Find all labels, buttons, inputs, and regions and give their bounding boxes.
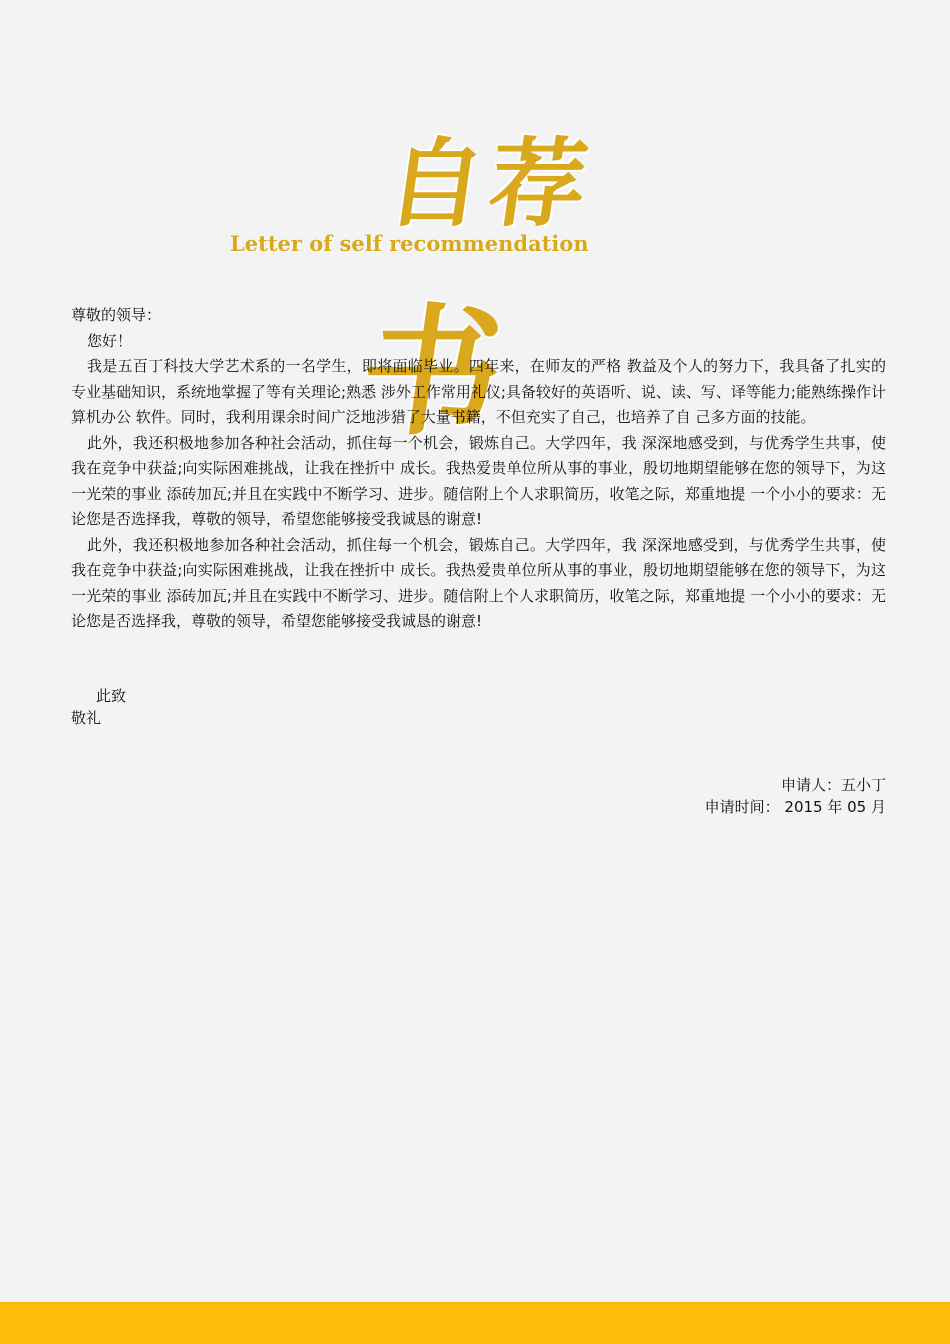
paragraph-3: 此外，我还积极地参加各种社会活动，抓住每一个机会，锻炼自己。大学四年，我 深深地感受到，与优秀学生共事，使我在竞争中获益;向实际困难挑战，让我在挫折中 成长。我热爱贵单位所从事的事业，殷切地期望能够在您的领导下，为这一光荣的事业 添砖加瓦;并且在实践中不断学习、进步。随信附上个人求职简历，收笔之际，郑重地提 一个小小的要求：无论您是否选择我，尊敬的领导，希望您能够接受我诚恳的谢意! xyxy=(71,535,886,630)
title-chinese-chars: 自荐 xyxy=(380,127,601,240)
applicant-name: 申请人：五小丁 xyxy=(780,776,886,794)
letter-body xyxy=(71,303,886,635)
title-english: Letter of self recommendation xyxy=(230,231,589,256)
closing-jingli: 敬礼 xyxy=(71,709,102,727)
closing xyxy=(71,685,126,729)
signature-block xyxy=(705,774,886,818)
greeting: 您好！ xyxy=(87,331,133,350)
paragraph-2: 此外，我还积极地参加各种社会活动，抓住每一个机会，锻炼自己。大学四年，我 深深地感受到，与优秀学生共事，使我在竞争中获益;向实际困难挑战，让我在挫折中 成长。我热爱贵单位所从事的事业，殷切地期望能够在您的领导下，为这一光荣的事业 添砖加瓦;并且在实践中不断学习、进步。随信附上个人求职简历，收笔之际，郑重地提 一个小小的要求：无论您是否选择我，尊敬的领导，希望您能够接受我诚恳的谢意! xyxy=(71,433,886,528)
salutation: 尊敬的领导： xyxy=(71,306,162,324)
footer-bar xyxy=(0,1302,950,1344)
paragraph-1: 我是五百丁科技大学艺术系的一名学生，即将面临毕业。四年来，在师友的严格 教益及个人的努力下，我具备了扎实的专业基础知识，系统地掌握了等有关理论;熟悉 涉外工作常用礼仪;具备较好的英语听、说、读、写、译等能力;能熟练操作计算机办公 软件。同时，我利用课余时间广泛地涉猎了大量书籍，不但充实了自己，也培养了自 己多方面的技能。 xyxy=(71,357,886,426)
title-chinese-big-char: 书 xyxy=(349,291,520,455)
closing-cizhi: 此致 xyxy=(96,687,127,705)
application-date: 申请时间： 2015 年 05 月 xyxy=(704,798,886,816)
